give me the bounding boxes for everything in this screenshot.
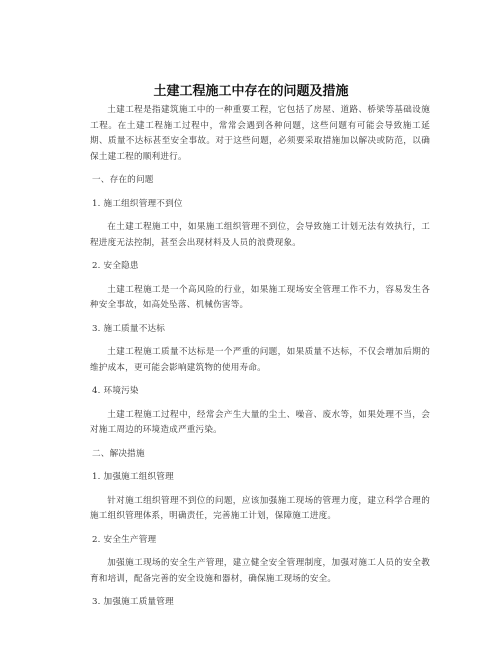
subheading-pollution: 4. 环境污染: [92, 386, 139, 396]
paragraph-quality: 土建工程施工质量不达标是一个严重的问题，如果质量不达标，不仅会增加后期的维护成本，更可能会影响建筑物的使用寿命。: [90, 347, 430, 373]
paragraph-management: 在土建工程施工中，如果施工组织管理不到位，会导致施工计划无法有效执行，工程进度无法控制，甚至会出现材料及人员的浪费现象。: [90, 222, 430, 248]
subheading-strengthen-management: 1. 加强施工组织管理: [92, 472, 174, 482]
subheading-quality: 3. 施工质量不达标: [92, 323, 166, 334]
subheading-management: 1. 施工组织管理不到位: [92, 198, 183, 209]
paragraph-strengthen-management: 针对施工组织管理不到位的问题，应该加强施工现场的管理力度，建立科学合理的施工组织管理体系，明确责任，完善施工计划，保障施工进度。: [90, 495, 430, 521]
paragraph-intro: 土建工程是指建筑施工中的一种重要工程，它包括了房屋、道路、桥梁等基础设施工程。在土建工程施工过程中，常常会遇到各种问题，这些问题有可能会导致施工延期、质量不达标甚至安全事故。对于这些问题，必须要采取措施加以解决或防范，以确保土建工程的顺利进行。: [90, 105, 430, 162]
document-body: [90, 103, 430, 619]
subheading-quality-management: 3. 加强施工质量管理: [92, 597, 174, 607]
section-heading-measures: 二、解决措施: [92, 448, 145, 459]
subheading-safety: 2. 安全隐患: [92, 261, 139, 271]
paragraph-pollution: 土建工程施工过程中，经常会产生大量的尘土、噪音、废水等，如果处理不当，会对施工周边的环境造成严重污染。: [90, 409, 430, 435]
section-heading-problems: 一、存在的问题: [92, 175, 154, 185]
paragraph-safety-production: 加强施工现场的安全生产管理，建立健全安全管理制度，加强对施工人员的安全教育和培训，配备完善的安全设施和器材，确保施工现场的安全。: [90, 558, 430, 584]
subheading-safety-production: 2. 安全生产管理: [92, 534, 157, 545]
document-title: 土建工程施工中存在的问题及措施: [153, 84, 349, 99]
paragraph-safety: 土建工程施工是一个高风险的行业，如果施工现场安全管理工作不力，容易发生各种安全事故，如高处坠落、机械伤害等。: [90, 284, 430, 310]
